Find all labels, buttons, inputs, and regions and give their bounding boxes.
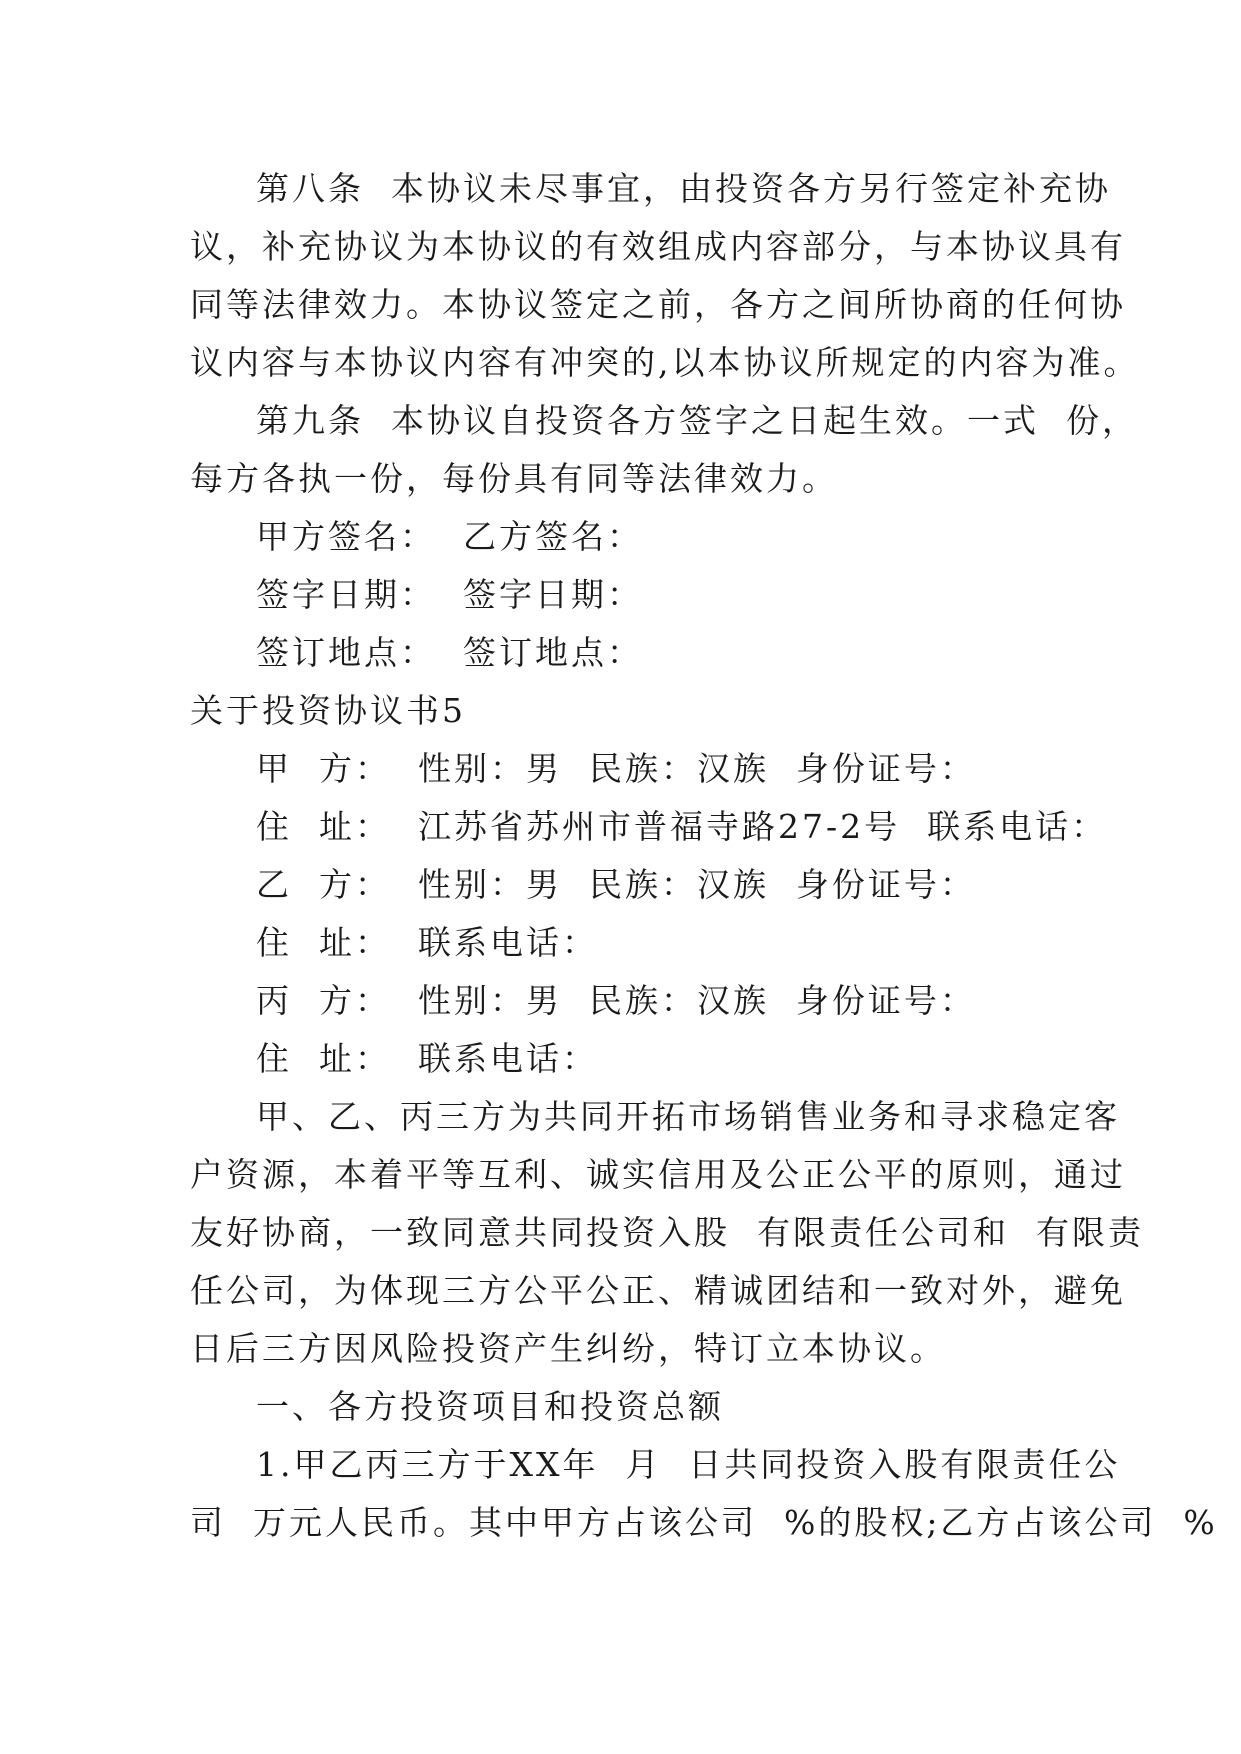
signature-date-line: 签字日期： 签字日期：	[256, 575, 643, 614]
party-b-info: 乙 方： 性别：男 民族：汉族 身份证号：	[256, 865, 976, 904]
paragraph-line: 议，补充协议为本协议的有效组成内容部分，与本协议具有	[190, 227, 1126, 266]
paragraph-line: 任公司，为体现三方公平公正、精诚团结和一致对外，避免	[190, 1271, 1126, 1310]
section-title: 关于投资协议书5	[190, 691, 466, 730]
paragraph-line: 日后三方因风险投资产生纠纷，特订立本协议。	[190, 1329, 946, 1368]
paragraph-line: 每方各执一份，每份具有同等法律效力。	[190, 459, 838, 498]
paragraph-line: 司 万元人民币。其中甲方占该公司 %的股权;乙方占该公司 %	[190, 1503, 1218, 1542]
signature-line: 甲方签名： 乙方签名：	[256, 517, 643, 556]
paragraph-line: 友好协商，一致同意共同投资入股 有限责任公司和 有限责	[190, 1213, 1144, 1252]
paragraph-line: 1.甲乙丙三方于XX年 月 日共同投资入股有限责任公	[256, 1445, 1121, 1484]
paragraph-line: 甲、乙、丙三方为共同开拓市场销售业务和寻求稳定客	[256, 1097, 1120, 1136]
party-c-address: 住 址： 联系电话：	[256, 1039, 598, 1078]
party-a-info: 甲 方： 性别：男 民族：汉族 身份证号：	[256, 749, 976, 788]
party-b-address: 住 址： 联系电话：	[256, 923, 598, 962]
paragraph-line: 第九条 本协议自投资各方签字之日起生效。一式 份，	[256, 401, 1138, 440]
paragraph-line: 户资源，本着平等互利、诚实信用及公正公平的原则，通过	[190, 1155, 1126, 1194]
paragraph-line: 议内容与本协议内容有冲突的,以本协议所规定的内容为准。	[190, 343, 1140, 382]
section-heading: 一、各方投资项目和投资总额	[256, 1387, 724, 1426]
signature-place-line: 签订地点： 签订地点：	[256, 633, 643, 672]
party-c-info: 丙 方： 性别：男 民族：汉族 身份证号：	[256, 981, 976, 1020]
party-a-address: 住 址： 江苏省苏州市普福寺路27-2号 联系电话：	[256, 807, 1108, 846]
paragraph-line: 第八条 本协议未尽事宜，由投资各方另行签定补充协	[256, 169, 1111, 208]
paragraph-line: 同等法律效力。本协议签定之前，各方之间所协商的任何协	[190, 285, 1126, 324]
